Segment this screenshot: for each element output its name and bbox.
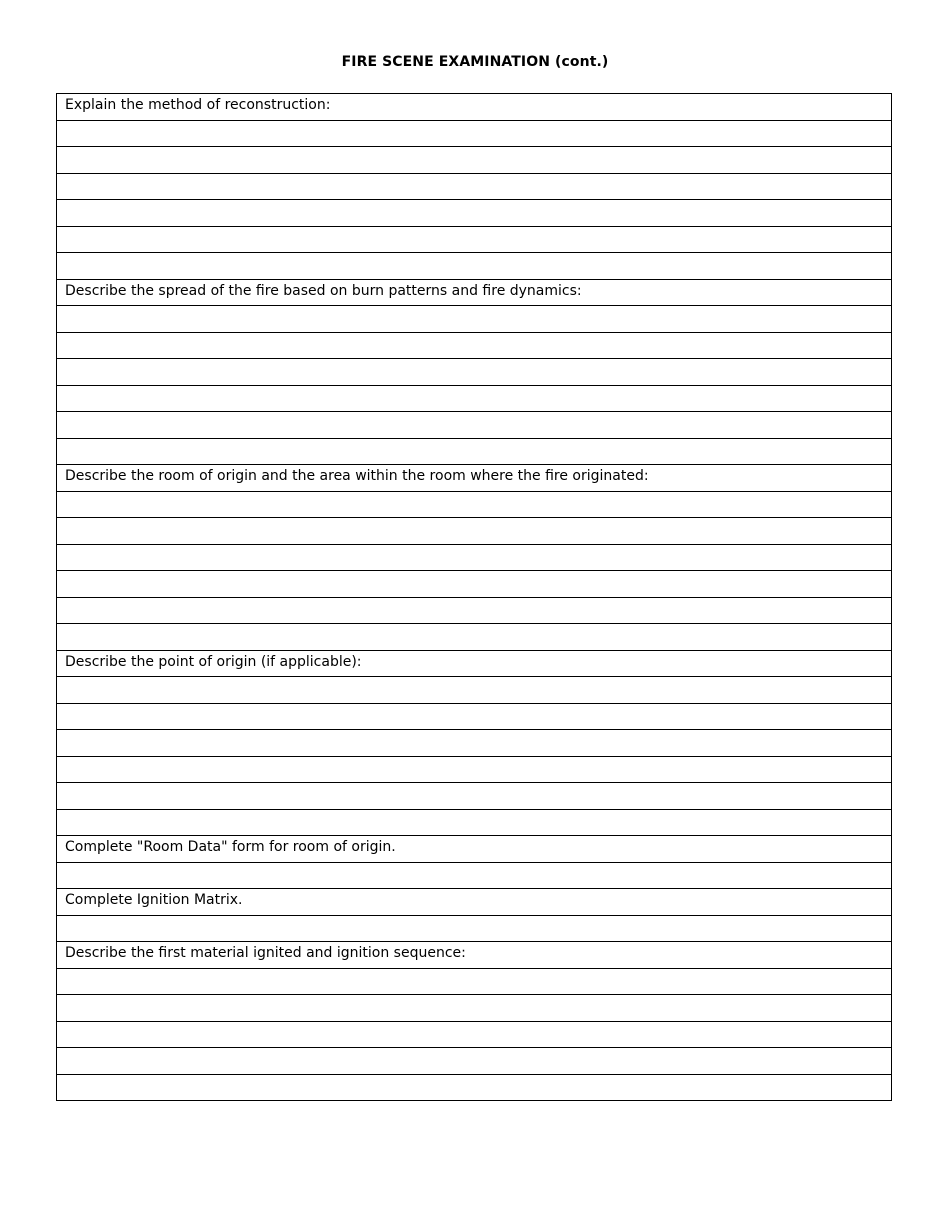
section-header-row xyxy=(57,94,891,121)
form-table xyxy=(56,93,892,1101)
section-label: Describe the point of origin (if applicable): xyxy=(65,653,362,670)
answer-line[interactable] xyxy=(57,1022,891,1049)
page-title: FIRE SCENE EXAMINATION (cont.) xyxy=(341,54,609,70)
answer-line[interactable] xyxy=(57,306,891,333)
answer-line[interactable] xyxy=(57,518,891,545)
answer-line[interactable] xyxy=(57,200,891,227)
answer-line[interactable] xyxy=(57,492,891,519)
answer-line[interactable] xyxy=(57,677,891,704)
section-header-row xyxy=(57,465,891,492)
section-header-row xyxy=(57,942,891,969)
answer-line[interactable] xyxy=(57,545,891,572)
answer-line[interactable] xyxy=(57,571,891,598)
answer-line[interactable] xyxy=(57,253,891,280)
answer-line[interactable] xyxy=(57,121,891,148)
answer-line[interactable] xyxy=(57,624,891,651)
answer-line[interactable] xyxy=(57,783,891,810)
section-label: Describe the first material ignited and ignition sequence: xyxy=(65,945,466,961)
section-header-row xyxy=(57,651,891,678)
answer-line[interactable] xyxy=(57,412,891,439)
answer-line[interactable] xyxy=(57,147,891,174)
answer-line[interactable] xyxy=(57,757,891,784)
answer-line[interactable] xyxy=(57,730,891,757)
answer-line[interactable] xyxy=(57,810,891,837)
answer-line[interactable] xyxy=(57,359,891,386)
section-label: Complete "Room Data" form for room of origin. xyxy=(65,839,396,855)
section-header-row xyxy=(57,889,891,916)
answer-line[interactable] xyxy=(57,227,891,254)
section-label: Complete Ignition Matrix. xyxy=(65,892,243,908)
answer-line[interactable] xyxy=(57,386,891,413)
answer-line[interactable] xyxy=(57,1075,891,1102)
section-label: Describe the spread of the fire based on burn patterns and fire dynamics: xyxy=(65,282,582,299)
answer-line[interactable] xyxy=(57,704,891,731)
answer-line[interactable] xyxy=(57,969,891,996)
answer-line[interactable] xyxy=(57,174,891,201)
section-label: Explain the method of reconstruction: xyxy=(65,97,331,113)
answer-line[interactable] xyxy=(57,916,891,943)
answer-line[interactable] xyxy=(57,333,891,360)
answer-line[interactable] xyxy=(57,598,891,625)
answer-line[interactable] xyxy=(57,1048,891,1075)
section-label: Describe the room of origin and the area within the room where the fire originated: xyxy=(65,468,649,484)
section-header-row xyxy=(57,836,891,863)
answer-line[interactable] xyxy=(57,863,891,890)
section-header-row xyxy=(57,280,891,307)
answer-line[interactable] xyxy=(57,439,891,466)
answer-line[interactable] xyxy=(57,995,891,1022)
